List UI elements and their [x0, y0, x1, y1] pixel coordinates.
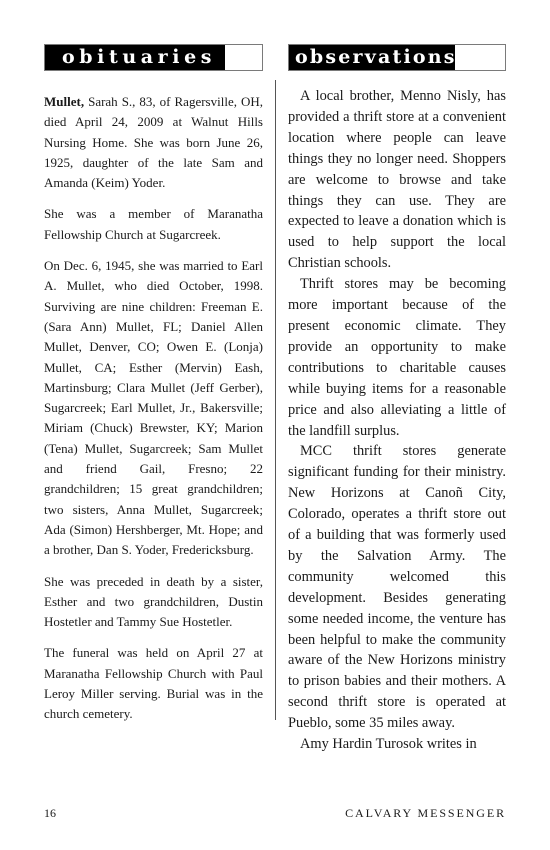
magazine-name: CALVARY MESSENGER — [345, 806, 506, 820]
obituaries-column — [44, 92, 263, 736]
column-divider — [275, 80, 276, 720]
observation-paragraph-4: Amy Hardin Turosok writes in — [300, 736, 477, 753]
obituary-paragraph-2: She was a member of Maranatha Fellowship Church at Sugarcreek. — [44, 206, 263, 242]
obituary-name: Mullet, — [44, 94, 85, 109]
obituary-paragraph-5: The funeral was held on April 27 at Maranatha Fellowship Church with Paul Leroy Miller serving. Burial was in the church cemetery. — [44, 645, 263, 722]
obituaries-heading: obituaries — [45, 45, 225, 70]
observation-paragraph-3: MCC thrift stores generate significant funding for their ministry. New Horizons at Canoñ City, Colorado, operates a thrift store out of a building that was formerly used by the Salvation Army. The community welcomed this development. Besides generating some needed income, the venture has been helpful to make the community aware of the New Horizons ministry to prison babies and their mothers. A second thrift store is operated at Pueblo, some 35 miles away. — [288, 443, 506, 732]
obituary-paragraph-4: She was preceded in death by a sister, Esther and two grandchildren, Dustin Hostetler and Tammy Sue Hostetler. — [44, 573, 263, 630]
obituary-intro: Sarah S., 83, of Ragersville, OH, died April 24, 2009 at Walnut Hills Nursing Home. She was born June 26, 1925, daughter of the late Sam and Amanda (Keim) Yoder. — [44, 94, 263, 191]
observations-header — [288, 44, 506, 71]
observation-paragraph-1: A local brother, Menno Nisly, has provided a thrift store at a convenient location where people can leave things they no longer need. Shoppers are welcome to browse and take things they can use. They are expected to leave a donation which is used to help support the local Christian schools. — [288, 88, 506, 272]
observation-paragraph-2: Thrift stores may be becoming more important because of the present economic climate. They provide an opportunity to make contributions to charitable causes while buying items for a reasonable price and also alleviating a little of the landfill surplus. — [288, 276, 506, 439]
obituary-paragraph-1 — [44, 92, 263, 193]
observations-column — [288, 86, 506, 755]
obituary-paragraph-3: On Dec. 6, 1945, she was married to Earl A. Mullet, who died October, 1998. Surviving are nine children: Freeman E. (Sara Ann) Mullet, FL; Daniel Allen Mullet, Denver, CO; Owen E. (Lonja) Mullet, CA; Esther (Mervin) Eash, Martinsburg; Clara Mullet (Jeff Gerber), Sugarcreek; Earl Mullet, Jr., Bakersville; Miriam (Chuck) Brewster, KY; Marion (Tena) Mullet, Sugarcreek; Sam Mullet and friend Gail, Fresno; 22 grandchildren; 15 great grandchildren; two sisters, Anna Mullet, Sugarcreek; Ada (Simon) Hershberger, Mt. Hope; and a brother, Dan S. Yoder, Fredericksburg. — [44, 258, 263, 558]
observations-heading: observations — [289, 45, 455, 70]
page-number: 16 — [44, 806, 56, 820]
obituaries-header — [44, 44, 263, 71]
